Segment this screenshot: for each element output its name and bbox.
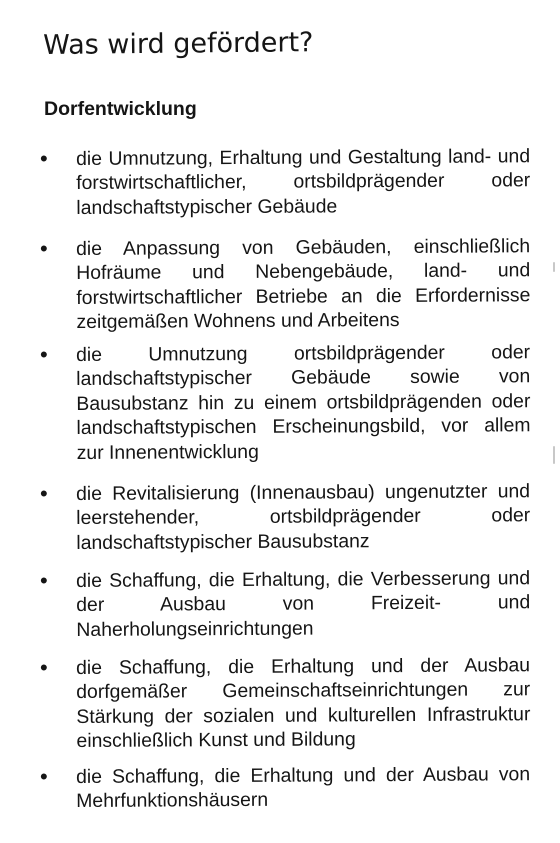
list-item-text: die Anpassung von Gebäuden, einschließlich Hofräume und Nebengebäude, land- und forstwirtschaftlicher Betriebe an die Erfordernisse zeitgemäßen Wohnens und Arbeitens bbox=[76, 235, 531, 334]
section-heading: Dorfentwicklung bbox=[44, 98, 197, 120]
list-item-text: die Schaffung, die Erhaltung und der Ausbau von Mehrfunktionshäusern bbox=[76, 763, 531, 813]
scan-artifact-mark bbox=[553, 446, 555, 464]
bullet-icon: • bbox=[40, 236, 48, 261]
list-item-text: die Schaffung, die Erhaltung, die Verbesserung und der Ausbau von Freizeit- und Naherholungseinrichtungen bbox=[76, 567, 531, 641]
bullet-icon: • bbox=[40, 146, 48, 171]
bullet-icon: • bbox=[40, 764, 48, 789]
page-title: Was wird gefördert? bbox=[43, 27, 314, 61]
bullet-icon: • bbox=[40, 481, 48, 506]
list-item-text: die Schaffung, die Erhaltung und der Ausbau dorfgemäßer Gemeinschaftseinrichtungen zur Stärkung der sozialen und kulturellen Infrastruktur einschließlich Kunst und Bildung bbox=[76, 654, 531, 753]
list-item-text: die Umnutzung, Erhaltung und Gestaltung land- und forstwirtschaftlicher, ortsbildprägender oder landschaftstypischer Gebäude bbox=[76, 145, 531, 219]
scan-artifact-mark bbox=[553, 262, 555, 272]
bullet-icon: • bbox=[40, 655, 48, 680]
list-item-text: die Revitalisierung (Innenausbau) ungenutzter und leerstehender, ortsbildprägender oder landschaftstypischer Bausubstanz bbox=[76, 480, 531, 554]
list-item-text: die Umnutzung ortsbildprägender oder landschaftstypischer Gebäude sowie von Bausubstanz hin zu einem ortsbildprägenden oder landschaftstypischen Erscheinungsbild, vor allem zur Innenentwicklung bbox=[76, 341, 531, 464]
bullet-icon: • bbox=[40, 342, 48, 367]
bullet-icon: • bbox=[40, 568, 48, 593]
